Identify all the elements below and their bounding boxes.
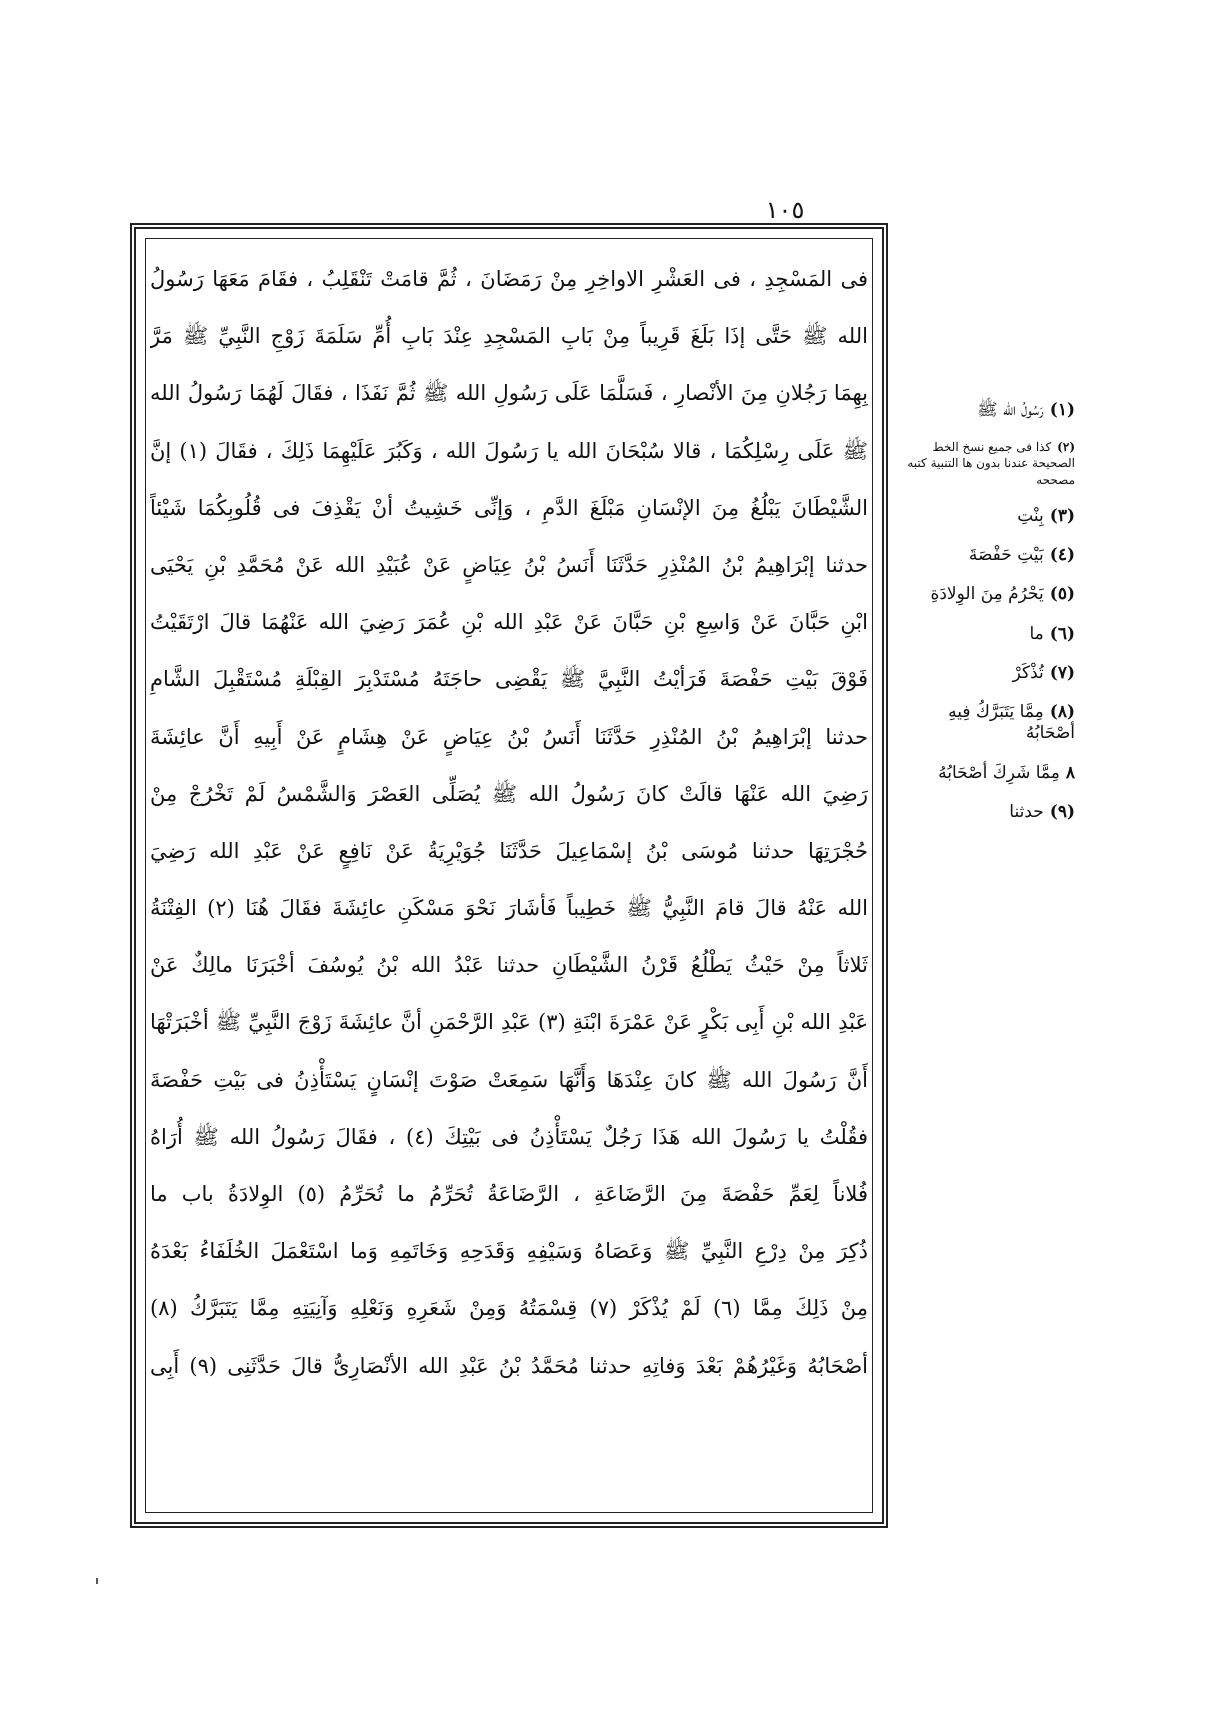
margin-note xyxy=(895,663,1075,684)
text-line: ثَلاثاً مِنْ حَيْثُ يَطْلُعُ قَرْنُ الشَّيْطَانِ حدثنا عَبْدُ الله بْنُ يُوسُفَ أخْبَرَنَا مالِكٌ عَنْ xyxy=(150,953,868,978)
text-line: حدثنا إبْرَاهِيمُ بْنُ المُنْذِرِ حَدَّثَنَا أَنَسُ بْنُ عِيَاضٍ عَنْ عُبَيْدِ الله عَنْ مُحَمَّدِ بْنِ يَحْيَى xyxy=(150,552,868,577)
text-line: ابْنِ حَبَّانَ عَنْ وَاسِعِ بْنِ حَبَّانَ عَنْ عَبْدِ الله بْنِ عُمَرَ رَضِيَ الله عَنْهُمَا قالَ ارْتَقَيْتُ xyxy=(150,610,868,635)
note-text: بِنْتِ xyxy=(1017,505,1044,526)
note-text: بَيْتِ حَفْصَةَ xyxy=(968,545,1044,566)
text-line: ﷺ عَلَى رِسْلِكُمَا ، قالا سُبْحَانَ الله يا رَسُولَ الله ، وَكَبُرَ عَلَيْهِمَا ذَلِكَ ، فقَالَ (١) إنَّ xyxy=(150,438,868,463)
text-line: الله ﷺ حَتَّى إذَا بَلَغَ قَرِيباً مِنْ بَابِ المَسْجِدِ عِنْدَ بَابِ أُمِّ سَلَمَةَ زَوْجِ النَّبِيِّ ﷺ مَرَّ xyxy=(150,324,868,349)
page-number: ١٠٥ xyxy=(765,196,805,224)
text-line: بِهِمَا رَجُلانِ مِنَ الأنْصارِ ، فَسَلَّمَا عَلَى رَسُولِ الله ﷺ ثُمَّ نَفَذَا ، فقَالَ لَهُمَا رَسُولُ الله xyxy=(150,381,868,406)
note-number: (٥) xyxy=(1049,584,1075,605)
note-number: (٣) xyxy=(1049,505,1075,526)
text-line: عَبْدِ الله بْنِ أَبِى بَكْرٍ عَنْ عَمْرَةَ ابْنَةِ (٣) عَبْدِ الرَّحْمَنِ أنَّ عائِشَةَ زَوْجَ النَّبِيِّ ﷺ أخْبَرَتْهَا xyxy=(150,1010,868,1035)
text-line: ذُكِرَ مِنْ دِرْعِ النَّبِيِّ ﷺ وَعَصَاهُ وَسَيْفِهِ وَقَدَحِهِ وَخَاتَمِهِ وَما اسْتَعْمَلَ الخُلَفَاءُ بَعْدَهُ xyxy=(150,1239,868,1264)
text-line: فى المَسْجِدِ ، فى العَشْرِ الاواخِرِ مِنْ رَمَضَانَ ، ثُمَّ قامَتْ تَنْقَلِبُ ، فقَامَ مَعَهَا رَسُولُ xyxy=(150,267,868,291)
margin-note xyxy=(895,624,1075,645)
note-number: ٨ xyxy=(1065,762,1075,783)
text-line: حُجْرَتِهَا حدثنا مُوسَى بْنُ إسْمَاعِيلَ حَدَّثَنَا جُوَيْرِيَةُ عَنْ نَافِعٍ عَنْ عَبْدِ الله رَضِيَ xyxy=(150,838,868,863)
note-number: (٤) xyxy=(1049,545,1075,566)
note-text: يَحْرُمُ مِنَ الوِلادَةِ xyxy=(930,584,1044,605)
text-line: الله عَنْهُ قالَ قامَ النَّبِيُّ ﷺ خَطِيباً فَأشَارَ نَحْوَ مَسْكَنِ عائِشَةَ فقَالَ هُنَا (٢) الفِتْنَةُ xyxy=(150,896,868,921)
note-text: حدثنا xyxy=(1009,801,1044,822)
margin-note xyxy=(895,506,1075,527)
text-line: حدثنا إبْرَاهِيمُ بْنُ المُنْذِرِ حَدَّثَنَا أَنَسُ بْنُ عِيَاضٍ عَنْ هِشَامٍ عَنْ أَبِيهِ أَنَّ عائِشَةَ xyxy=(150,724,868,749)
note-text: رَسُولُ الله ﷺ xyxy=(977,400,1044,420)
margin-note xyxy=(895,763,1075,784)
text-line: فَوْقَ بَيْتِ حَفْصَةَ فَرَأيْتُ النَّبِيَّ ﷺ يَقْضِى حاجَتَهُ مُسْتَدْبِرَ القِبْلَةِ مُسْتَقْبِلَ الشَّامِ xyxy=(150,667,868,692)
margin-note xyxy=(895,439,1075,488)
note-number: (٧) xyxy=(1049,662,1075,683)
note-text: تُذْكَرْ xyxy=(1012,662,1044,683)
margin-notes xyxy=(895,400,1075,841)
text-line: رَضِيَ الله عَنْهَا قالَتْ كانَ رَسُولُ الله ﷺ يُصَلِّى العَصْرَ وَالشَّمْسُ لَمْ تَخْرُجْ مِنْ xyxy=(150,781,868,806)
note-number: (٦) xyxy=(1049,623,1075,644)
note-text: كذا فى جميع نسخ الخط الصحيحة عندنا بدون ها التنبية كتبه مصححه xyxy=(907,440,1075,487)
note-text: ما xyxy=(1029,623,1044,644)
text-line: فُلاناً لِعَمِّ حَفْصَةَ مِنَ الرَّضَاعَةِ ، الرَّضَاعَةُ تُحَرِّمُ ما تُحَرِّمُ (٥) الوِلادَةُ باب ما xyxy=(150,1182,868,1206)
stray-ink-mark xyxy=(96,1578,98,1584)
text-frame xyxy=(130,223,888,1528)
note-number: (٢) xyxy=(1057,440,1075,455)
margin-note xyxy=(895,545,1075,566)
note-text: مِمَّا شَرِكَ أصْحَابُهُ xyxy=(938,762,1060,783)
text-line: مِنْ ذَلِكَ مِمَّا (٦) لَمْ يُذْكَرْ (٧) قِسْمَتُهُ وَمِنْ شَعَرِهِ وَنَعْلِهِ وَآنِيَتِهِ مِمَّا يَتَبَرَّكُ (٨) xyxy=(150,1296,868,1321)
margin-note xyxy=(895,802,1075,823)
note-number: (٩) xyxy=(1049,801,1075,822)
text-line: أَنَّ رَسُولَ الله ﷺ كانَ عِنْدَهَا وَأَنَّهَا سَمِعَتْ صَوْتَ إنْسَانٍ يَسْتَأْذِنُ فى بَيْتِ حَفْصَةَ xyxy=(150,1067,868,1092)
note-number: (٨) xyxy=(1049,702,1075,723)
note-text: مِمَّا يَتَبَرَّكُ فِيهِ أصْحَابُهُ xyxy=(948,702,1075,744)
margin-note xyxy=(895,584,1075,605)
margin-note xyxy=(895,702,1075,745)
main-text xyxy=(150,251,868,1395)
note-number: (١) xyxy=(1049,400,1075,420)
text-line: فقُلْتُ يا رَسُولَ الله هَذَا رَجُلٌ يَسْتَأْذِنُ فى بَيْتِكَ (٤) ، فقَالَ رَسُولُ الله ﷺ أُرَاهُ xyxy=(150,1124,868,1149)
text-line: الشَّيْطَانَ يَبْلُغُ مِنَ الإنْسَانِ مَبْلَغَ الدَّمِ ، وَإنِّى خَشِيتُ أنْ يَقْذِفَ فى قُلُوبِكُمَا شَيْئاً xyxy=(150,495,868,520)
text-line: أصْحَابُهُ وَغَيْرُهُمْ بَعْدَ وَفاتِهِ حدثنا مُحَمَّدُ بْنُ عَبْدِ الله الأنْصَارِىُّ قالَ حَدَّثَنِى (٩) أَبِى xyxy=(150,1353,868,1378)
margin-note xyxy=(895,400,1075,421)
